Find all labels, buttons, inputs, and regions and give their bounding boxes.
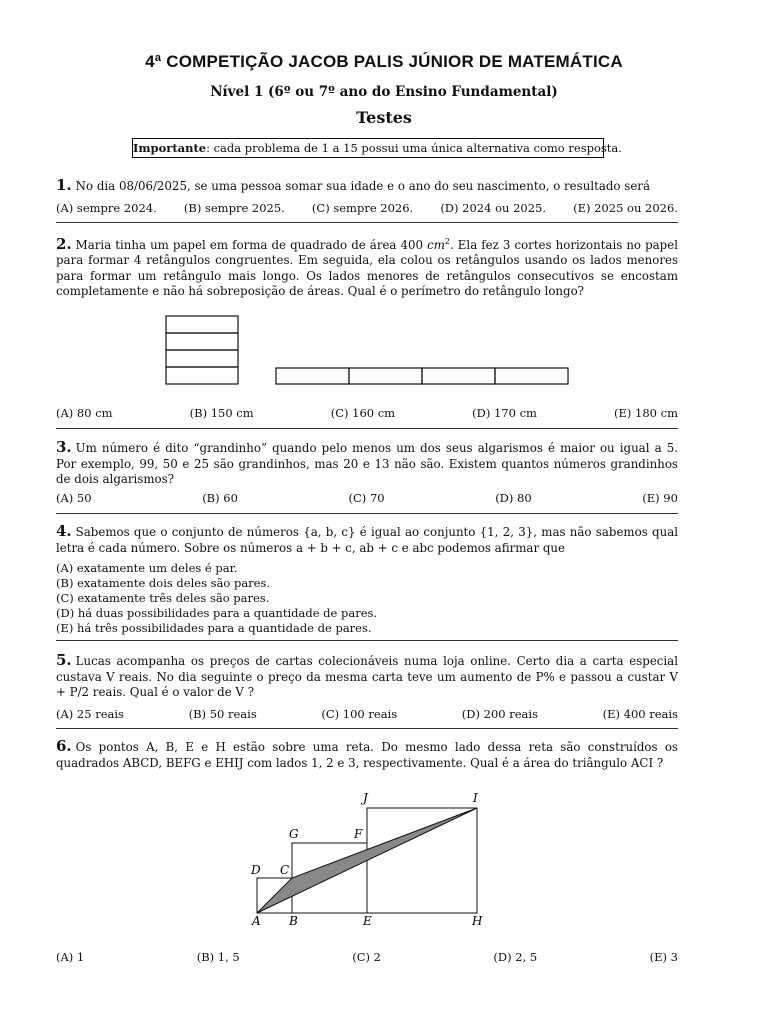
question-3	[56, 440, 678, 488]
option-b[interactable]: (B) 60	[202, 491, 238, 505]
question-6	[56, 739, 678, 771]
option-e[interactable]: (E) 180 cm	[614, 406, 678, 420]
question-number: 3.	[56, 438, 72, 456]
option-c[interactable]: (C) 2	[352, 950, 381, 964]
option-a[interactable]: (A) 25 reais	[56, 707, 124, 721]
long-rectangle-part-1	[276, 368, 349, 384]
label-i: I	[473, 791, 478, 805]
option-b[interactable]: (B) 50 reais	[188, 707, 257, 721]
option-b[interactable]: (B) 1, 5	[196, 950, 240, 964]
option-e[interactable]: (E) 400 reais	[602, 707, 678, 721]
label-j: J	[363, 791, 368, 805]
question-text: Os pontos A, B, E e H estão sobre uma reta. Do mesmo lado dessa reta são construídos os quadrados ABCD, BEFG e EHIJ com lados 1, 2 e 3, respectivamente. Qual é a área do triângulo ACI ?	[56, 740, 678, 770]
stacked-rectangle-2	[166, 333, 238, 350]
page-subtitle: Nível 1 (6º ou 7º ano do Ensino Fundamental)	[210, 84, 558, 100]
label-d: D	[251, 863, 261, 877]
long-rectangle-part-3	[422, 368, 495, 384]
unit-exponent: 2	[444, 237, 450, 246]
question-text: Lucas acompanha os preços de cartas colecionáveis numa loja online. Certo dia a carta especial custava V reais. No dia seguinte o preço da mesma carta teve um aumento de P% e passou a custar V + P/2 reais. Qual é o valor de V ?	[56, 654, 678, 699]
section-title: Testes	[356, 108, 412, 127]
stacked-rectangle-1	[166, 316, 238, 333]
option-a[interactable]: (A) exatamente um deles é par.	[56, 561, 238, 575]
option-d[interactable]: (D) 170 cm	[472, 406, 537, 420]
option-c[interactable]: (C) 100 reais	[321, 707, 398, 721]
q5-options	[56, 707, 678, 721]
divider	[56, 428, 678, 429]
unit: cm	[427, 237, 445, 252]
label-b: B	[289, 914, 298, 928]
stacked-rectangle-4	[166, 367, 238, 384]
option-d[interactable]: (D) 200 reais	[461, 707, 538, 721]
rectangles-figure	[0, 0, 768, 400]
option-a[interactable]: (A) sempre 2024.	[56, 201, 157, 215]
label-c: C	[280, 863, 290, 877]
question-number: 2.	[56, 234, 72, 253]
label-e: E	[363, 914, 372, 928]
divider	[56, 640, 678, 641]
option-a[interactable]: (A) 80 cm	[56, 406, 113, 420]
option-e[interactable]: (E) há três possibilidades para a quantidade de pares.	[56, 621, 372, 635]
question-number: 1.	[56, 176, 72, 194]
option-b[interactable]: (B) exatamente dois deles são pares.	[56, 576, 271, 590]
question-text-b: . Ela fez 3 cortes horizontais no papel para formar 4 retângulos congruentes. Em seguida, ela colou os retângulos usando os lados menores para formar um retângulo mais longo. Os lados menores de retângulos consecutivos se encostam completamente e não há sobreposição de áreas. Qual é o perímetro do retângulo longo?	[56, 237, 678, 299]
long-rectangle-part-4	[495, 368, 568, 384]
option-d[interactable]: (D) 2, 5	[493, 950, 538, 964]
option-d[interactable]: (D) há duas possibilidades para a quantidade de pares.	[56, 606, 378, 620]
option-a[interactable]: (A) 50	[56, 491, 92, 505]
q2-options	[56, 406, 678, 420]
option-d[interactable]: (D) 2024 ou 2025.	[440, 201, 546, 215]
q3-options	[56, 491, 678, 505]
option-b[interactable]: (B) 150 cm	[189, 406, 254, 420]
q4-options	[56, 561, 678, 636]
option-c[interactable]: (C) 160 cm	[330, 406, 396, 420]
label-f: F	[354, 827, 363, 841]
option-c[interactable]: (C) exatamente três deles são pares.	[56, 591, 270, 605]
long-rectangle-part-2	[349, 368, 422, 384]
important-label: Importante	[133, 141, 207, 155]
label-h: H	[472, 914, 483, 928]
question-text: No dia 08/06/2025, se uma pessoa somar sua idade e o ano do seu nascimento, o resultado será	[75, 179, 650, 193]
squares-diagram	[0, 780, 768, 940]
question-number: 4.	[56, 522, 72, 540]
question-number: 5.	[56, 651, 72, 669]
label-a: A	[252, 914, 261, 928]
option-e[interactable]: (E) 90	[642, 491, 678, 505]
important-text: : cada problema de 1 a 15 possui uma única alternativa como resposta.	[206, 141, 622, 155]
option-e[interactable]: (E) 3	[649, 950, 678, 964]
stacked-rectangle-3	[166, 350, 238, 367]
option-b[interactable]: (B) sempre 2025.	[183, 201, 285, 215]
divider	[56, 513, 678, 514]
divider	[56, 728, 678, 729]
page-title: 4ª COMPETIÇÃO JACOB PALIS JÚNIOR DE MATEMÁTICA	[145, 52, 623, 71]
option-a[interactable]: (A) 1	[56, 950, 85, 964]
option-d[interactable]: (D) 80	[495, 491, 532, 505]
option-c[interactable]: (C) 70	[348, 491, 385, 505]
question-4	[56, 524, 678, 556]
question-number: 6.	[56, 737, 72, 755]
question-text: Um número é dito “grandinho” quando pelo menos um dos seus algarismos é maior ou igual a 5. Por exemplo, 99, 50 e 25 são grandinhos, mas 20 e 13 não são. Existem quantos números grandinhos de dois algarismos?	[56, 441, 678, 486]
question-5	[56, 653, 678, 701]
q6-options	[56, 950, 678, 964]
question-text-a: Maria tinha um papel em forma de quadrado de área 400	[75, 237, 428, 252]
option-e[interactable]: (E) 2025 ou 2026.	[573, 201, 678, 215]
question-text: Sabemos que o conjunto de números {a, b, c} é igual ao conjunto {1, 2, 3}, mas não sabemos qual letra é cada número. Sobre os números a + b + c, ab + c e abc podemos afirmar que	[56, 525, 678, 555]
label-g: G	[289, 827, 299, 841]
square-ehij	[367, 808, 477, 913]
option-c[interactable]: (C) sempre 2026.	[311, 201, 414, 215]
